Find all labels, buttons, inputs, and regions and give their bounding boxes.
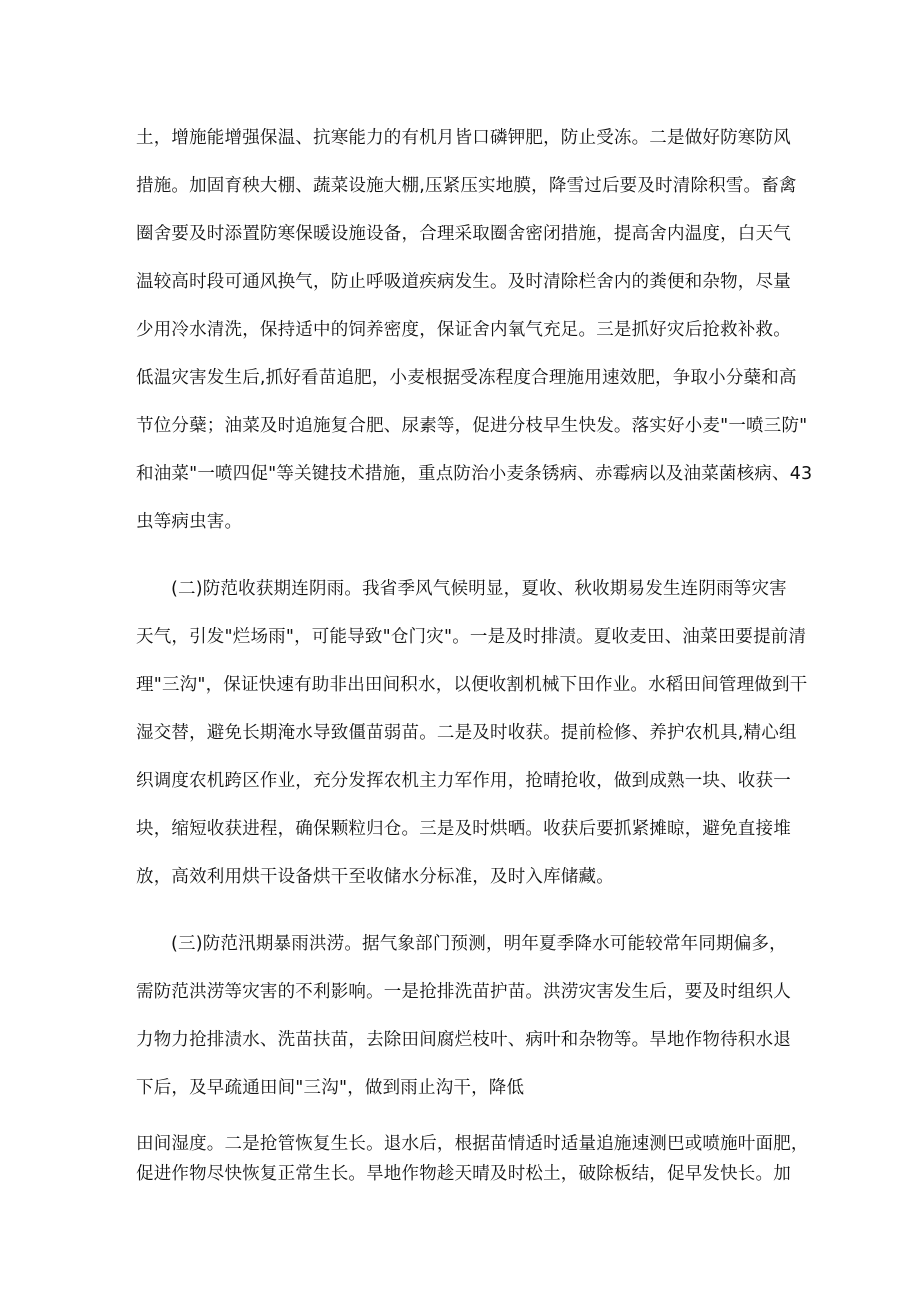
- text-line: 温较高时段可通风换气，防止呼吸道疾病发生。及时清除栏舍内的粪便和杂物，尽量: [136, 272, 791, 292]
- text-line: 理"三沟"，保证快速有助非出田间积水，以便收割机械下田作业。水稻田间管理做到干: [136, 675, 808, 695]
- paragraph-heading-line: (三)防范汛期暴雨洪涝。据气象部门预测，明年夏季降水可能较常年同期偏多，: [171, 934, 787, 954]
- text-line: 促进作物尽快恢复正常生长。旱地作物趁天晴及时松土，破除板结，促早发快长。加: [136, 1164, 791, 1184]
- text-line: 低温灾害发生后,抓好看苗追肥，小麦根据受冻程度合理施用速效肥，争取小分蘖和高: [136, 368, 797, 388]
- text-line: 放，高效利用烘干设备烘干至收储水分标准，及时入库储藏。: [136, 867, 614, 887]
- text-line: 措施。加固育秧大棚、蔬菜设施大棚,压紧压实地膜，降雪过后要及时清除积雪。畜禽: [136, 176, 797, 196]
- text-line: 节位分蘖；油菜及时追施复合肥、尿素等，促进分枝早生快发。落实好小麦"一喷三防": [136, 416, 808, 436]
- text-line: 和油菜"一喷四促"等关键技术措施，重点防治小麦条锈病、赤霉病以及油菜菌核病、43: [136, 464, 813, 484]
- text-line: 下后，及早疏通田间"三沟"，做到雨止沟干，降低: [136, 1078, 525, 1098]
- text-line: 圈舍要及时添置防寒保暖设施设备，合理采取圈舍密闭措施，提高舍内温度，白天气: [136, 224, 791, 244]
- text-line: 虫等病虫害。: [136, 512, 243, 532]
- text-line: 需防范洪涝等灾害的不利影响。一是抢排洗苗护苗。洪涝灾害发生后，要及时组织人: [136, 982, 791, 1002]
- text-line: 天气，引发"烂场雨"，可能导致"仓门灾"。一是及时排渍。夏收麦田、油菜田要提前清: [136, 627, 807, 647]
- text-line: 少用冷水清洗，保持适中的饲养密度，保证舍内氧气充足。三是抓好灾后抢救补救。: [136, 320, 791, 340]
- text-line: 力物力抢排渍水、洗苗扶苗，去除田间腐烂枝叶、病叶和杂物等。旱地作物待积水退: [136, 1030, 791, 1050]
- text-line: 土，增施能增强保温、抗寒能力的有机月皆口磷钾肥，防止受冻。二是做好防寒防风: [136, 128, 791, 148]
- paragraph-heading-line: (二)防范收获期连阴雨。我省季风气候明显，夏收、秋收期易发生连阴雨等灾害: [171, 579, 787, 599]
- text-line: 田间湿度。二是抢管恢复生长。退水后，根据苗情适时适量追施速测巴或喷施叶面肥，: [136, 1134, 809, 1154]
- text-line: 织调度农机跨区作业，充分发挥农机主力军作用，抢晴抢收，做到成熟一块、收获一: [136, 771, 791, 791]
- text-line: 湿交替，避免长期淹水导致僵苗弱苗。二是及时收获。提前检修、养护农机具,精心组: [136, 723, 797, 743]
- text-line: 块，缩短收获进程，确保颗粒归仓。三是及时烘晒。收获后要抓紧摊晾，避免直接堆: [136, 819, 791, 839]
